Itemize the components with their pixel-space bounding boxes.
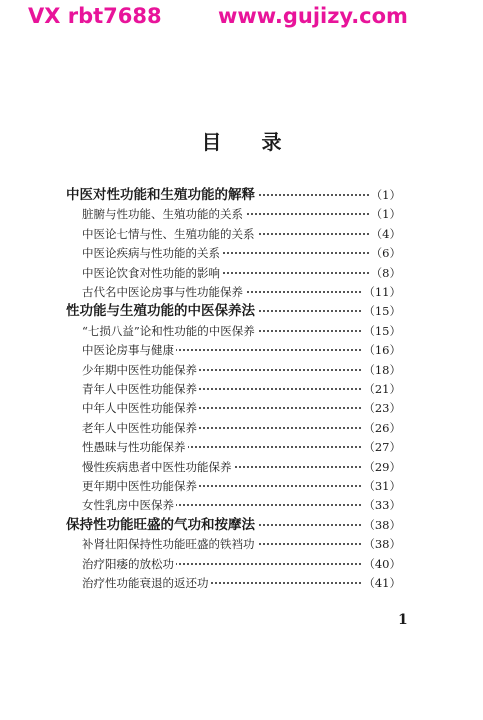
toc-section-entry — [0, 457, 483, 477]
toc-section-entry — [0, 573, 483, 593]
toc-entry-page: （38） — [361, 534, 401, 554]
toc-entry-title: 古代名中医论房事与性功能保养 — [82, 282, 245, 302]
toc-entry-page: （1） — [369, 204, 401, 224]
toc-entry-title: 中医对性功能和生殖功能的解释 — [66, 187, 255, 203]
toc-section-entry — [0, 534, 483, 554]
toc-entry-title: 性功能与生殖功能的中医保养法 — [66, 303, 255, 320]
toc-entry-page: （21） — [361, 379, 401, 399]
toc-entry-title: “七损八益”论和性功能的中医保养 — [82, 321, 257, 341]
toc-entry-page: （27） — [361, 437, 401, 457]
toc-section-entry — [0, 418, 483, 438]
toc-entry-title: 中医论七情与性、生殖功能的关系 — [82, 224, 257, 244]
toc-entry-title: 中医论疾病与性功能的关系 — [82, 243, 222, 263]
toc-entry-title: 治疗阳痿的放松功 — [82, 554, 176, 574]
toc-entry-title: 中医论房事与健康 — [82, 340, 176, 360]
toc-chapter-entry — [0, 515, 483, 535]
toc-entry-page: （8） — [369, 263, 401, 283]
toc-entry-title: 中年人中医性功能保养 — [82, 398, 199, 418]
toc-entry-page: （16） — [361, 340, 401, 360]
toc-section-entry — [0, 398, 483, 418]
toc-section-entry — [0, 282, 483, 302]
toc-entry-title: 青年人中医性功能保养 — [82, 379, 199, 399]
toc-entry-page: （15） — [361, 321, 401, 341]
page-title: 目录 — [201, 130, 322, 154]
toc-entry-title: 女性乳房中医保养 — [82, 495, 176, 515]
toc-entry-title: 脏腑与性功能、生殖功能的关系 — [82, 204, 245, 224]
toc-entry-page: （6） — [369, 243, 401, 263]
watermark-url: www.gujizy.com — [218, 4, 408, 28]
toc-entry-page: （4） — [369, 224, 401, 244]
watermark — [0, 2, 483, 30]
page-number: 1 — [398, 612, 408, 628]
toc-section-entry — [0, 321, 483, 341]
watermark-wechat: VX rbt7688 — [28, 4, 162, 28]
toc-entry-page: （18） — [361, 360, 401, 380]
toc-entry-title: 补肾壮阳保持性功能旺盛的铁裆功 — [82, 534, 257, 554]
toc-section-entry — [0, 243, 483, 263]
toc-entry-title: 治疗性功能衰退的返还功 — [82, 573, 211, 593]
toc-entry-page: （11） — [361, 282, 401, 302]
toc-entry-title: 性愚昧与性功能保养 — [82, 437, 188, 457]
toc-section-entry — [0, 360, 483, 380]
toc-section-entry — [0, 379, 483, 399]
toc-section-entry — [0, 554, 483, 574]
toc-entry-title: 慢性疾病患者中医性功能保养 — [82, 457, 234, 477]
toc-section-entry — [0, 476, 483, 496]
toc-entry-page: （26） — [361, 418, 401, 438]
toc-chapter-entry — [0, 301, 483, 321]
toc-section-entry — [0, 224, 483, 244]
toc-entry-page: （29） — [361, 457, 401, 477]
toc-entry-page: （41） — [361, 573, 401, 593]
toc-entry-title: 老年人中医性功能保养 — [82, 418, 199, 438]
toc-entry-page: （1） — [369, 185, 401, 205]
toc-entry-page: （23） — [361, 398, 401, 418]
toc-chapter-entry — [0, 185, 483, 205]
toc-entry-title: 更年期中医性功能保养 — [82, 476, 199, 496]
toc-entry-title: 少年期中医性功能保养 — [82, 360, 199, 380]
toc-section-entry — [0, 437, 483, 457]
toc-section-entry — [0, 204, 483, 224]
toc-entry-page: （38） — [361, 515, 401, 535]
toc-section-entry — [0, 495, 483, 515]
toc-entry-page: （33） — [361, 495, 401, 515]
toc-entry-title: 保持性功能旺盛的气功和按摩法 — [66, 516, 255, 533]
toc-entry-page: （15） — [361, 301, 401, 321]
toc-entry-title: 中医论饮食对性功能的影响 — [82, 263, 222, 283]
toc-section-entry — [0, 340, 483, 360]
toc-entry-page: （40） — [361, 554, 401, 574]
toc-entry-page: （31） — [361, 476, 401, 496]
toc-section-entry — [0, 263, 483, 283]
